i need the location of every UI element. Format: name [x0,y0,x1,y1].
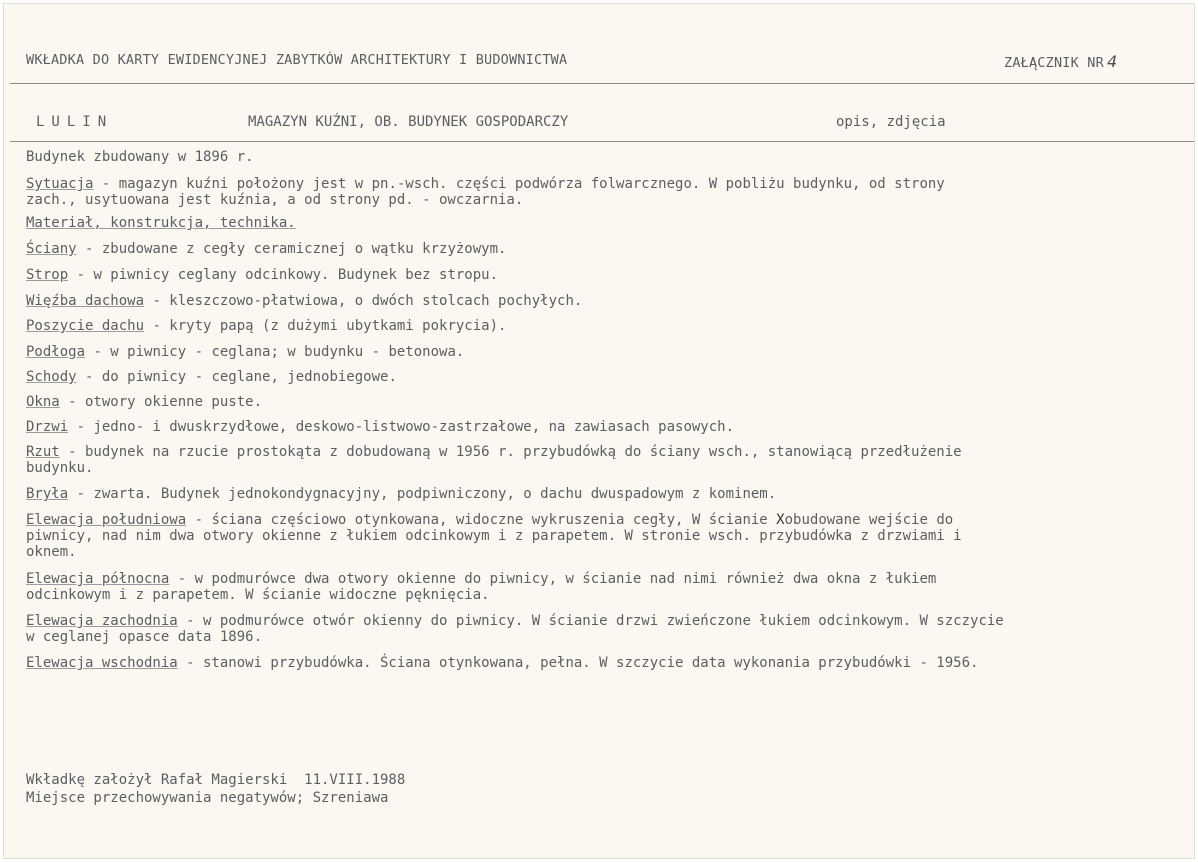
schody-line [26,369,397,385]
elewacja-zachodnia-line-2: w ceglanej opasce data 1896. [26,629,263,645]
attachment-label: ZAŁĄCZNIK NR [1004,55,1104,71]
sytuacja-line-2: zach., usytuowana jest kuźnia, a od strony pd. - owczarnia. [26,192,524,208]
sciany-line [26,241,506,257]
elewacja-poludniowa-line-3: oknem. [26,544,77,560]
elewacja-zachodnia-label: Elewacja zachodnia [26,613,178,629]
material-heading [26,215,296,231]
record-card [3,3,1195,859]
elewacja-wschodnia-label: Elewacja wschodnia [26,655,178,671]
drzwi-label: Drzwi [26,419,69,435]
okna-line [26,394,262,410]
built-line: Budynek zbudowany w 1896 r. [26,149,254,165]
elewacja-poludniowa-text-b: obudowane wejście do [784,512,954,528]
strop-label: Strop [26,267,69,283]
poszycie-text: - kryty papą (z dużymi ubytkami pokrycia). [144,318,507,334]
elewacja-poludniowa-text-a: - ściana częściowo otynkowana, widoczne wykruszenia cegły, W ścianie [186,512,777,528]
poszycie-line [26,318,506,334]
elewacja-poludniowa-line-2: piwnicy, nad nim dwa otwory okienne z łukiem odcinkowym i z parapetem. W stronie wsch. przybudówka z drzwiami i [26,528,962,544]
elewacja-polnocna-line-2: odcinkowym i z parapetem. W ścianie widoczne pęknięcia. [26,587,490,603]
rzut-line-2: budynku. [26,460,94,476]
subheader-divider [10,141,1194,142]
poszycie-label: Poszycie dachu [26,318,145,334]
rzut-label: Rzut [26,444,60,460]
negatives-location: Miejsce przechowywania negatywów; Szreniawa [26,790,389,806]
sytuacja-text: - magazyn kuźni położony jest w pn.-wsch. części podwórza folwarcznego. W pobliżu budynku, od strony [93,176,945,192]
schody-text: - do piwnicy - ceglane, jednobiegowe. [76,369,397,385]
drzwi-line [26,419,734,435]
material-label: Materiał, konstrukcja, technika. [26,215,296,231]
rzut-line-1 [26,444,962,460]
sciany-text: - zbudowane z cegły ceramicznej o wątku krzyżowym. [76,241,507,257]
okna-text: - otwory okienne puste. [59,394,263,410]
podloga-line [26,344,464,360]
elewacja-wschodnia-line [26,655,978,671]
card-title: WKŁADKA DO KARTY EWIDENCYJNEJ ZABYTKÓW ARCHITEKTURY I BUDOWNICTWA [26,52,568,68]
strop-line [26,267,498,283]
town-name: LULIN [36,114,114,130]
elewacja-zachodnia-text: - w podmurówce otwór okienny do piwnicy. W ścianie drzwi zwieńczone łukiem odcinkowym. W szczycie [177,613,1004,629]
elewacja-poludniowa-label: Elewacja południowa [26,512,187,528]
sytuacja-label: Sytuacja [26,176,94,192]
contents-note: opis, zdjęcia [836,114,946,130]
wiezba-label: Więźba dachowa [26,293,145,309]
bryla-text: - zwarta. Budynek jednokondygnacyjny, podpiwniczony, o dachu dwuspadowym z kominem. [68,486,777,502]
schody-label: Schody [26,369,77,385]
elewacja-polnocna-line-1 [26,571,936,587]
bryla-label: Bryła [26,486,69,502]
founder-line: Wkładkę założył Rafał Magierski 11.VIII.1988 [26,772,406,788]
strop-text: - w piwnicy ceglany odcinkowy. Budynek bez stropu. [68,267,499,283]
handwritten-mark: X [776,512,785,528]
elewacja-polnocna-text: - w podmurówce dwa otwory okienne do piwnicy, w ścianie nad nimi również dwa okna z łukiem [169,571,937,587]
rzut-text: - budynek na rzucie prostokąta z dobudowaną w 1956 r. przybudówką do ściany wsch., stanowiącą przedłużenie [59,444,962,460]
drzwi-text: - jedno- i dwuskrzydłowe, deskowo-listwowo-zastrzałowe, na zawiasach pasowych. [68,419,735,435]
wiezba-line [26,293,582,309]
elewacja-wschodnia-text: - stanowi przybudówka. Ściana otynkowana, pełna. W szczycie data wykonania przybudówki - 1956. [177,655,979,671]
podloga-label: Podłoga [26,344,86,360]
bryla-line [26,486,776,502]
podloga-text: - w piwnicy - ceglana; w budynku - betonowa. [85,344,465,360]
elewacja-zachodnia-line-1 [26,613,1004,629]
attachment-number [1004,52,1117,71]
header-divider [10,83,1194,84]
object-name: MAGAZYN KUŹNI, OB. BUDYNEK GOSPODARCZY [248,114,569,130]
okna-label: Okna [26,394,60,410]
sciany-label: Ściany [26,241,77,257]
elewacja-polnocna-label: Elewacja północna [26,571,170,587]
wiezba-text: - kleszczowo-płatwiowa, o dwóch stolcach pochyłych. [144,293,583,309]
elewacja-poludniowa-line-1 [26,512,953,528]
sytuacja-line-1 [26,176,945,192]
attachment-number-value: 4 [1106,52,1118,71]
